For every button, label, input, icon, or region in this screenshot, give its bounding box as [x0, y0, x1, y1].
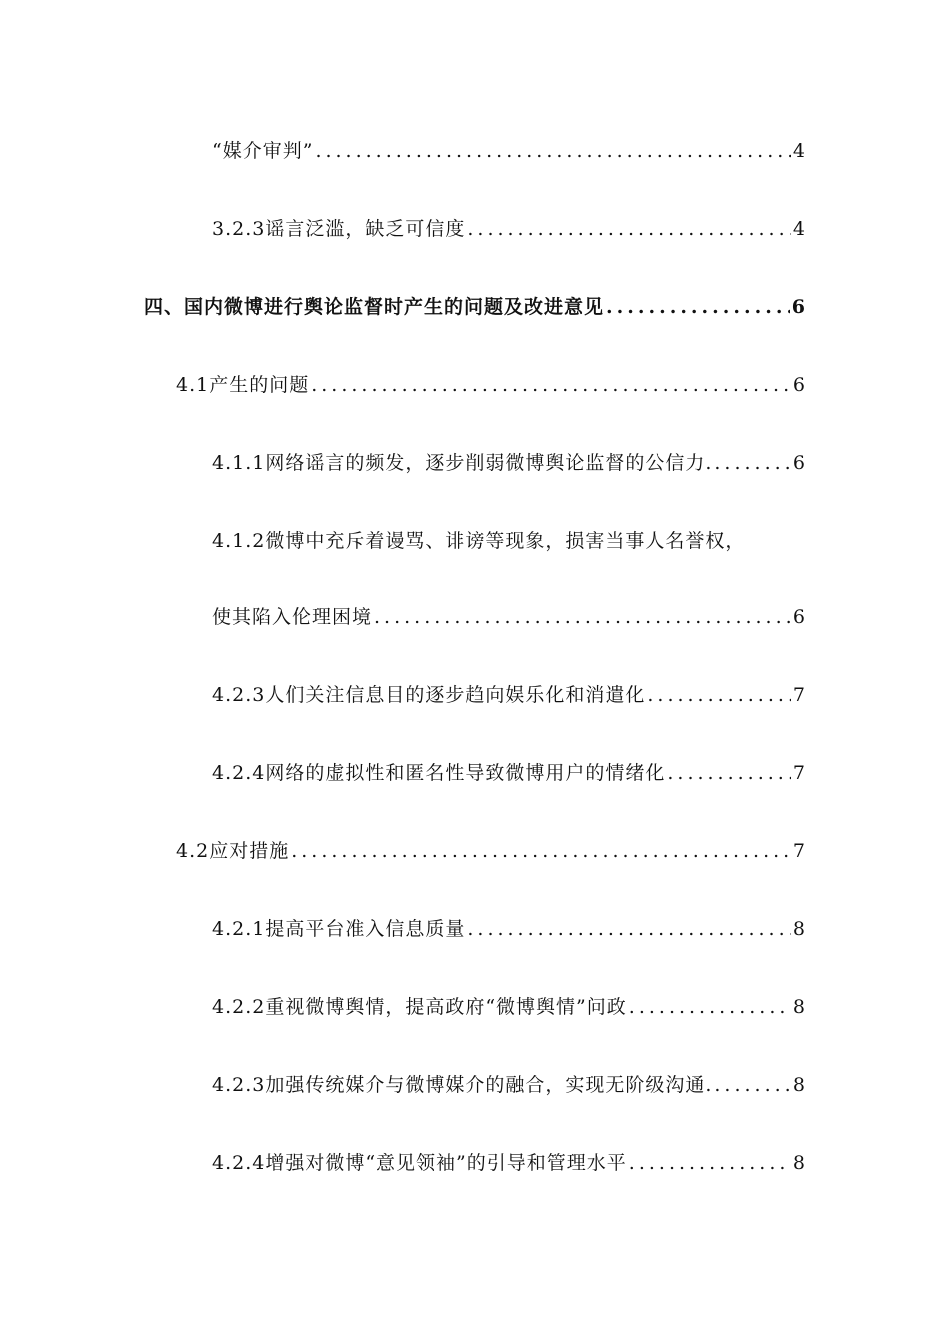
toc-entry-4-2-4-a[interactable]: [212, 760, 806, 786]
toc-entry-title: 4.2.3加强传统媒介与微博媒介的融合，实现无阶级沟通.: [212, 1074, 713, 1096]
toc-entry-title: 使其陷入伦理困境: [212, 606, 373, 628]
toc-leader-dots: [291, 838, 791, 864]
toc-page-number: 8: [792, 996, 806, 1018]
toc-leader-dots: [606, 294, 790, 320]
toc-entry-3-2-3[interactable]: [212, 216, 806, 242]
toc-leader-dots: [629, 1150, 791, 1176]
toc-leader-dots: [629, 994, 791, 1020]
toc-entry-4-1-2-line1[interactable]: 4.1.2微博中充斥着谩骂、诽谤等现象，损害当事人名誉权，: [212, 530, 746, 552]
toc-page-number: 7: [792, 762, 806, 784]
toc-leader-dots: [714, 1072, 791, 1098]
toc-entry-title: “媒介审判”: [212, 140, 314, 162]
toc-leader-dots: [647, 682, 791, 708]
toc-entry-title: 4.1.1网络谣言的频发，逐步削弱微博舆论监督的公信力.: [212, 452, 713, 474]
toc-entry-4-2-3-b[interactable]: [212, 1072, 806, 1098]
toc-page-number: 8: [792, 1152, 806, 1174]
toc-entry-4-1-1[interactable]: [212, 450, 806, 476]
toc-page-number: 6: [792, 452, 806, 474]
toc-entry-4-1-2[interactable]: [212, 604, 806, 630]
toc-entry-4-2-4-b[interactable]: [212, 1150, 806, 1176]
toc-page-number: 7: [792, 684, 806, 706]
toc-entry-4-2-3-a[interactable]: [212, 682, 806, 708]
toc-entry-4-2-2[interactable]: [212, 994, 806, 1020]
toc-entry-title: 4.2.2重视微博舆情，提高政府“微博舆情”问政: [212, 996, 627, 1018]
toc-leader-dots: [467, 916, 791, 942]
toc-entry-title: 4.2应对措施: [176, 840, 290, 862]
toc-entry-title: 4.2.4增强对微博“意见领袖”的引导和管理水平: [212, 1152, 627, 1174]
toc-entry-title: 4.2.1提高平台准入信息质量: [212, 918, 466, 940]
toc-leader-dots: [374, 604, 791, 630]
toc-entry-4-2-1[interactable]: [212, 916, 806, 942]
toc-entry-title: 4.1产生的问题: [176, 374, 310, 396]
toc-page-number: 6: [792, 606, 806, 628]
toc-entry-chapter-4[interactable]: [144, 294, 806, 320]
toc-entry-4-1[interactable]: [176, 372, 806, 398]
toc-page-number: 7: [792, 840, 806, 862]
toc-entry-title: 四、国内微博进行舆论监督时产生的问题及改进意见: [144, 296, 605, 318]
toc-page-number: 4: [792, 140, 806, 162]
toc-entry-title: 3.2.3谣言泛滥，缺乏可信度: [212, 218, 466, 240]
toc-entry-4-2[interactable]: [176, 838, 806, 864]
toc-leader-dots: [714, 450, 791, 476]
toc-entry-title: 4.2.3人们关注信息目的逐步趋向娱乐化和消遣化: [212, 684, 646, 706]
toc-entry-title: 4.2.4网络的虚拟性和匿名性导致微博用户的情绪化: [212, 762, 666, 784]
toc-leader-dots: [667, 760, 791, 786]
toc-page-number: 8: [792, 918, 806, 940]
toc-leader-dots: [467, 216, 791, 242]
toc-leader-dots: [315, 138, 790, 164]
toc-page-number: 4: [792, 218, 806, 240]
toc-leader-dots: [311, 372, 791, 398]
toc-page-number: 6: [792, 374, 806, 396]
toc-page-number: 8: [792, 1074, 806, 1096]
toc-page-number: 6: [791, 296, 806, 318]
toc-entry-media-trial[interactable]: [212, 138, 806, 164]
